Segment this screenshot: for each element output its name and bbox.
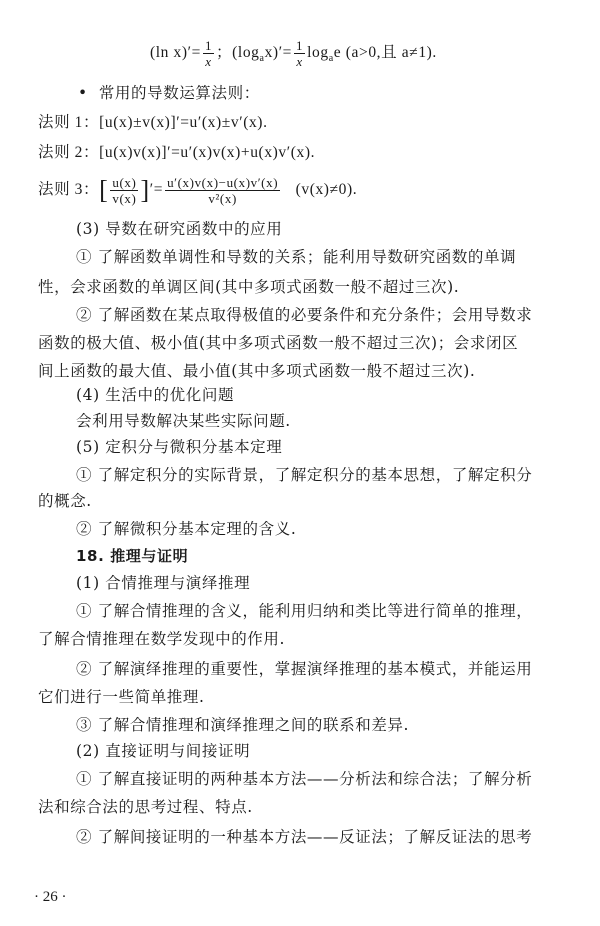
derivative-formula-ln-log (150, 38, 570, 70)
log-derivative-lhs-tail: x)′= (264, 44, 293, 62)
s18-1-p1-line1: ① 了解合情推理的含义，能利用归纳和类比等进行简单的推理， (76, 602, 533, 620)
formula-separator: ； (216, 44, 233, 62)
s5-p1-line2: 的概念. (38, 492, 92, 510)
s3-p2-line2: 函数的极大值、极小值(其中多项式函数一般不超过三次)；会求闭区 (38, 334, 519, 352)
rule-3-lhs-numerator: u(x) (112, 174, 137, 190)
rule-3-lhs-denominator: v(x) (112, 190, 137, 206)
s4-p1: 会利用导数解决某些实际问题. (76, 412, 291, 430)
s18-2-p2-line1: ② 了解间接证明的一种基本方法——反证法；了解反证法的思考 (76, 828, 533, 846)
log-derivative-lhs: (log (232, 44, 260, 62)
rule-3-condition: (v(x)≠0). (295, 181, 358, 198)
log-base-subscript: a (259, 53, 265, 65)
s18-2-p1-line1: ① 了解直接证明的两种基本方法——分析法和综合法；了解分析 (76, 770, 533, 788)
s3-p1-line1: ① 了解函数单调性和导数的关系；能利用导数研究函数的单调 (76, 248, 517, 266)
section-5-title: (5) 定积分与微积分基本定理 (76, 438, 283, 456)
rule-3-rhs-fraction (165, 175, 280, 206)
s18-1-p3: ③ 了解合情推理和演绎推理之间的联系和差异. (76, 716, 410, 734)
log-e-term: log (307, 44, 329, 62)
bullet-rules-text: 常用的导数运算法则： (98, 84, 260, 102)
page-number: · 26 · (34, 889, 67, 905)
s5-p1-line1: ① 了解定积分的实际背景，了解定积分的基本思想，了解定积分 (76, 466, 533, 484)
log-condition: e (a>0,且 a≠1). (333, 44, 437, 62)
bullet-dot: • (78, 84, 88, 102)
ln-fraction-numerator: 1 (204, 38, 213, 53)
bracket-right: ] (140, 175, 150, 205)
s18-1-p2-line1: ② 了解演绎推理的重要性，掌握演绎推理的基本模式，并能运用 (76, 660, 533, 678)
rule-3-rhs-numerator: u′(x)v(x)−u(x)v′(x) (167, 174, 279, 190)
log-fraction-numerator: 1 (296, 38, 304, 53)
heading-18: 18. 推理与证明 (76, 547, 189, 565)
rule-1: 法则 1：[u(x)±v(x)]′=u′(x)±v′(x). (38, 114, 268, 131)
bullet-derivative-rules (78, 82, 600, 104)
ln-fraction (203, 38, 214, 69)
rule-3-label: 法则 3： (38, 181, 100, 198)
rule-3-prime: ′= (149, 181, 164, 198)
s18-2-title: (2) 直接证明与间接证明 (76, 742, 251, 760)
log-fraction (294, 38, 305, 69)
rule-3-lhs-fraction (110, 175, 138, 206)
rule-3 (38, 168, 583, 212)
s3-p2-line3: 间上函数的最大值、最小值(其中多项式函数一般不超过三次). (38, 362, 476, 380)
s18-1-p1-line2: 了解合情推理在数学发现中的作用. (38, 630, 286, 648)
log-e-subscript: a (328, 53, 334, 65)
log-fraction-denominator: x (296, 54, 303, 69)
ln-fraction-denominator: x (205, 54, 212, 69)
s3-p2-line1: ② 了解函数在某点取得极值的必要条件和充分条件；会用导数求 (76, 306, 533, 324)
s18-1-title: (1) 合情推理与演绎推理 (76, 574, 251, 592)
s18-2-p1-line2: 法和综合法的思考过程、特点. (38, 798, 253, 816)
s5-p2: ② 了解微积分基本定理的含义. (76, 520, 297, 538)
bracket-left: [ (99, 175, 109, 205)
s3-p1-line2: 性，会求函数的单调区间(其中多项式函数一般不超过三次). (38, 278, 460, 296)
rule-3-rhs-denominator: v²(x) (208, 190, 237, 206)
rule-2: 法则 2：[u(x)v(x)]′=u′(x)v(x)+u(x)v′(x). (38, 144, 316, 161)
section-3-title: (3) 导数在研究函数中的应用 (76, 220, 283, 238)
ln-derivative-lhs: (ln x)′= (150, 44, 201, 62)
section-4-title: (4) 生活中的优化问题 (76, 386, 235, 404)
s18-1-p2-line2: 它们进行一些简单推理. (38, 688, 205, 706)
